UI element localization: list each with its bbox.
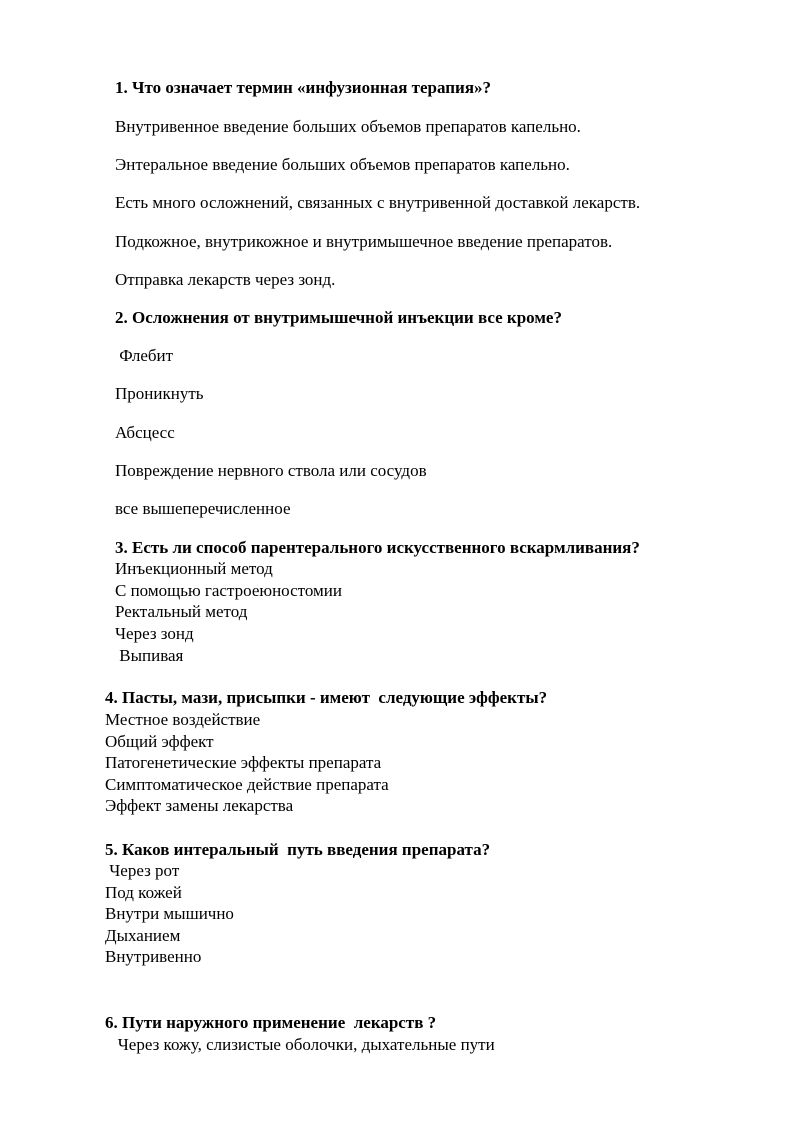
question-1-answer-1: Внутривенное введение больших объемов препаратов капельно. — [115, 117, 581, 136]
question-2-answer-4: Повреждение нервного ствола или сосудов — [115, 461, 427, 480]
question-4-title: 4. Пасты, мази, присыпки - имеют следующие эффекты? — [105, 688, 548, 707]
question-6-answer-1: Через кожу, слизистые оболочки, дыхательные пути — [105, 1035, 495, 1054]
question-6-title: 6. Пути наружного применение лекарств ? — [105, 1013, 437, 1032]
question-5-answer-3: Внутри мышично — [105, 904, 234, 923]
question-3-answer-4: Через зонд — [115, 624, 194, 643]
question-4-answer-3: Патогенетические эффекты препарата — [105, 753, 382, 772]
question-3-answer-3: Ректальный метод — [115, 602, 248, 621]
question-1-answer-4: Подкожное, внутрикожное и внутримышечное введение препаратов. — [115, 232, 613, 251]
question-5-answer-5: Внутривенно — [105, 947, 202, 966]
question-4-answer-2: Общий эффект — [105, 732, 214, 751]
question-2-answer-5: все вышеперечисленное — [115, 499, 291, 518]
question-3-title: 3. Есть ли способ парентерального искусственного вскармливания? — [115, 538, 640, 557]
question-2-title: 2. Осложнения от внутримышечной инъекции все кроме? — [115, 308, 562, 327]
question-3-answer-1: Инъекционный метод — [115, 559, 273, 578]
question-5-title: 5. Каков интеральный путь введения препарата? — [105, 840, 491, 859]
question-1-answer-3: Есть много осложнений, связанных с внутривенной доставкой лекарств. — [115, 193, 641, 212]
question-2-answer-2: Проникнуть — [115, 384, 204, 403]
question-2-answer-3: Абсцесс — [115, 423, 175, 442]
question-5-answer-1: Через рот — [105, 861, 180, 880]
question-3-answer-2: С помощью гастроеюностомии — [115, 581, 342, 600]
question-4-answer-5: Эффект замены лекарства — [105, 796, 294, 815]
question-3-answer-5: Выпивая — [115, 646, 184, 665]
question-1-answer-5: Отправка лекарств через зонд. — [115, 270, 336, 289]
question-4-answer-1: Местное воздействие — [105, 710, 261, 729]
question-1-answer-2: Энтеральное введение больших объемов препаратов капельно. — [115, 155, 570, 174]
question-2-answer-1: Флебит — [115, 346, 174, 365]
question-5-answer-2: Под кожей — [105, 883, 182, 902]
question-5-answer-4: Дыханием — [105, 926, 181, 945]
question-4-answer-4: Симптоматическое действие препарата — [105, 775, 389, 794]
question-1-title: 1. Что означает термин «инфузионная терапия»? — [115, 78, 492, 97]
